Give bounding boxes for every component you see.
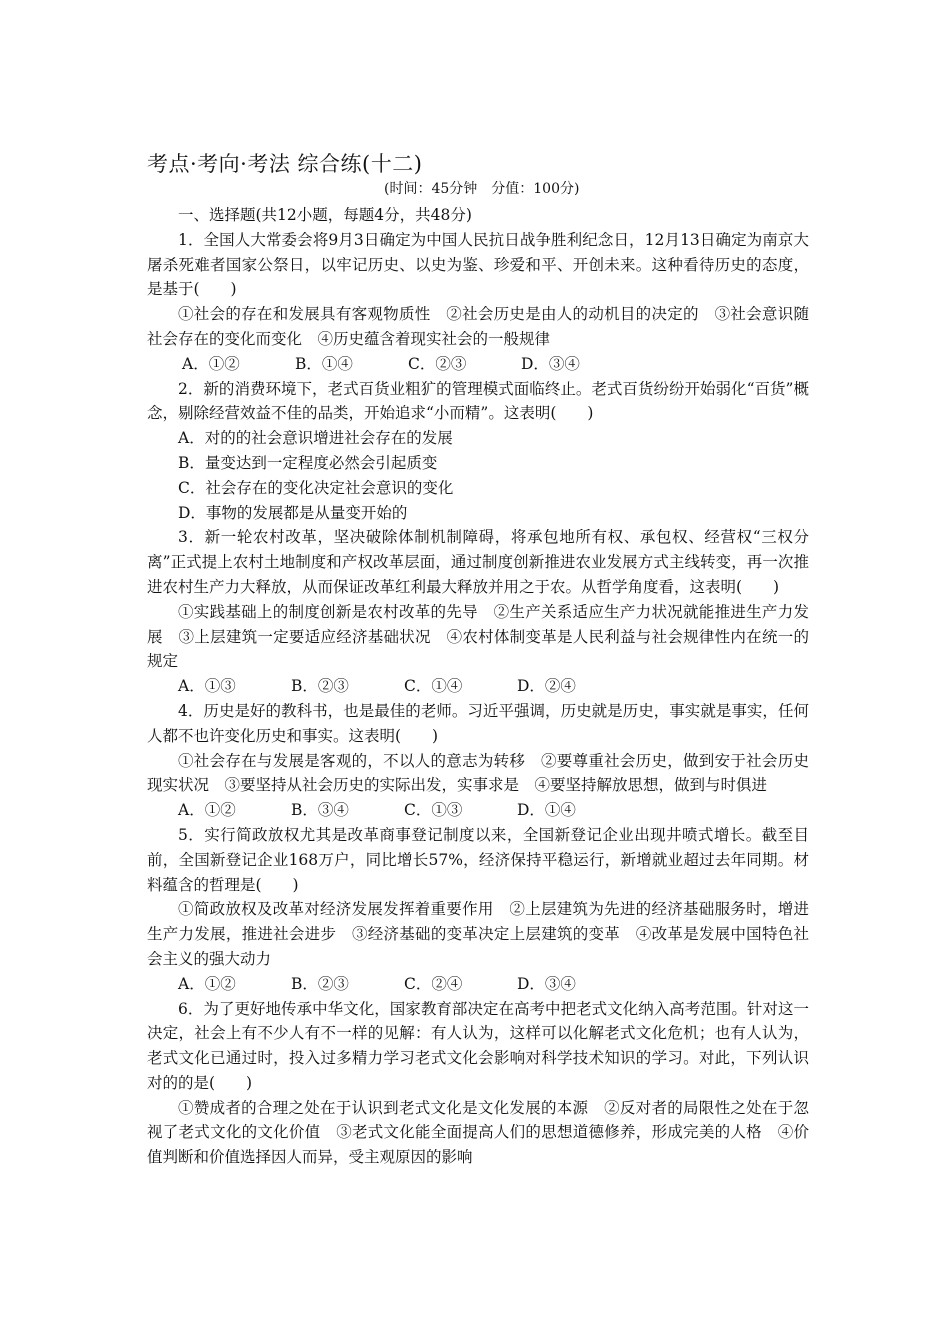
option-b: B．量变达到一定程度必然会引起质变 [178, 453, 438, 472]
option-c: C．①③ [404, 801, 463, 820]
option-c: C．②④ [404, 974, 463, 993]
question-6-statements: ①赞成者的合理之处在于认识到老式文化是文化发展的本源 ②反对者的局限性之处在于忽视了老式文化的文化价值 ③老式文化能全面提高人们的思想道德修养，形成完美的人格 ④价值判断和价值选择因人而异，受主观原因的影响 [147, 1098, 809, 1167]
section-heading: 一、选择题(共12小题，每题4分，共48分) [178, 206, 472, 224]
document-body [147, 203, 809, 1170]
question-5-stem: 5．实行简政放权尤其是改革商事登记制度以来，全国新登记企业出现井喷式增长。截至目前，全国新登记企业168万户，同比增长57%，经济保持平稳运行，新增就业超过去年同期。材料蕴含的哲理是( ) [147, 825, 809, 894]
question-6-stem: 6．为了更好地传承中华文化，国家教育部决定在高考中把老式文化纳入高考范围。针对这一决定，社会上有不少人有不一样的见解：有人认为，这样可以化解老式文化危机；也有人认为，老式文化已通过时，投入过多精力学习老式文化会影响对科学技术知识的学习。对此，下列认识对的的是( ) [147, 999, 809, 1092]
question-2-stem: 2．新的消费环境下，老式百货业粗犷的管理模式面临终止。老式百货纷纷开始弱化“百货”概念，剔除经营效益不佳的品类，开始追求“小而精”。这表明( ) [147, 379, 809, 423]
option-b: B．①④ [295, 354, 353, 373]
option-d: D．③④ [521, 354, 580, 373]
option-c: C．社会存在的变化决定社会意识的变化 [178, 478, 454, 497]
option-a: A．对的的社会意识增进社会存在的发展 [178, 429, 453, 448]
question-4-options [147, 798, 809, 823]
option-b: B．②③ [291, 677, 349, 696]
document-title: 考点·考向·考法 综合练(十二) [147, 152, 423, 176]
question-3-stem: 3．新一轮农村改革，坚决破除体制机制障碍，将承包地所有权、承包权、经营权“三权分离”正式提上农村土地制度和产权改革层面，通过制度创新推进农业发展方式主线转变，再一次推进农村生产力大释放，从而保证改革红利最大释放并用之于农。从哲学角度看，这表明( ) [147, 528, 809, 596]
question-3-statements: ①实践基础上的制度创新是农村改革的先导 ②生产关系适应生产力状况就能推进生产力发展 ③上层建筑一定要适应经济基础状况 ④农村体制变革是人民利益与社会规律性内在统一的规定 [147, 602, 809, 671]
question-1-statements: ①社会的存在和发展具有客观物质性 ②社会历史是由人的动机目的决定的 ③社会意识随社会存在的变化而变化 ④历史蕴含着现实社会的一般规律 [147, 305, 809, 348]
option-b: B．②③ [291, 974, 349, 993]
option-d: D．①④ [517, 801, 576, 820]
option-a: A．①② [182, 354, 240, 373]
question-3-options [147, 674, 809, 699]
question-1-stem: 1．全国人大常委会将9月3日确定为中国人民抗日战争胜利纪念日，12月13日确定为南京大屠杀死难者国家公祭日，以牢记历史、以史为鉴、珍爱和平、开创未来。这种看待历史的态度，是基于( ) [147, 230, 809, 299]
question-5-statements: ①简政放权及改革对经济发展发挥着重要作用 ②上层建筑为先进的经济基础服务时，增进生产力发展，推进社会进步 ③经济基础的变革决定上层建筑的变革 ④改革是发展中国特色社会主义的强大动力 [147, 900, 809, 968]
exam-meta: (时间：45分钟 分值：100分) [384, 181, 580, 197]
option-c: C．①④ [404, 677, 463, 696]
option-c: C．②③ [408, 354, 467, 373]
question-4-statements: ①社会存在与发展是客观的，不以人的意志为转移 ②要尊重社会历史，做到安于社会历史现实状况 ③要坚持从社会历史的实际出发，实事求是 ④要坚持解放思想，做到与时俱进 [147, 751, 809, 795]
option-d: D．③④ [517, 974, 576, 993]
question-4-stem: 4．历史是好的教科书，也是最佳的老师。习近平强调，历史就是历史，事实就是事实，任何人都不也许变化历史和事实。这表明( ) [147, 701, 809, 745]
option-a: A．①② [178, 974, 236, 993]
question-1-options [147, 352, 809, 377]
option-d: D．②④ [517, 677, 576, 696]
option-a: A．①③ [178, 677, 236, 696]
question-5-options [147, 972, 809, 997]
option-b: B．③④ [291, 801, 349, 820]
option-a: A．①② [178, 801, 236, 820]
option-d: D．事物的发展都是从量变开始的 [178, 503, 408, 522]
